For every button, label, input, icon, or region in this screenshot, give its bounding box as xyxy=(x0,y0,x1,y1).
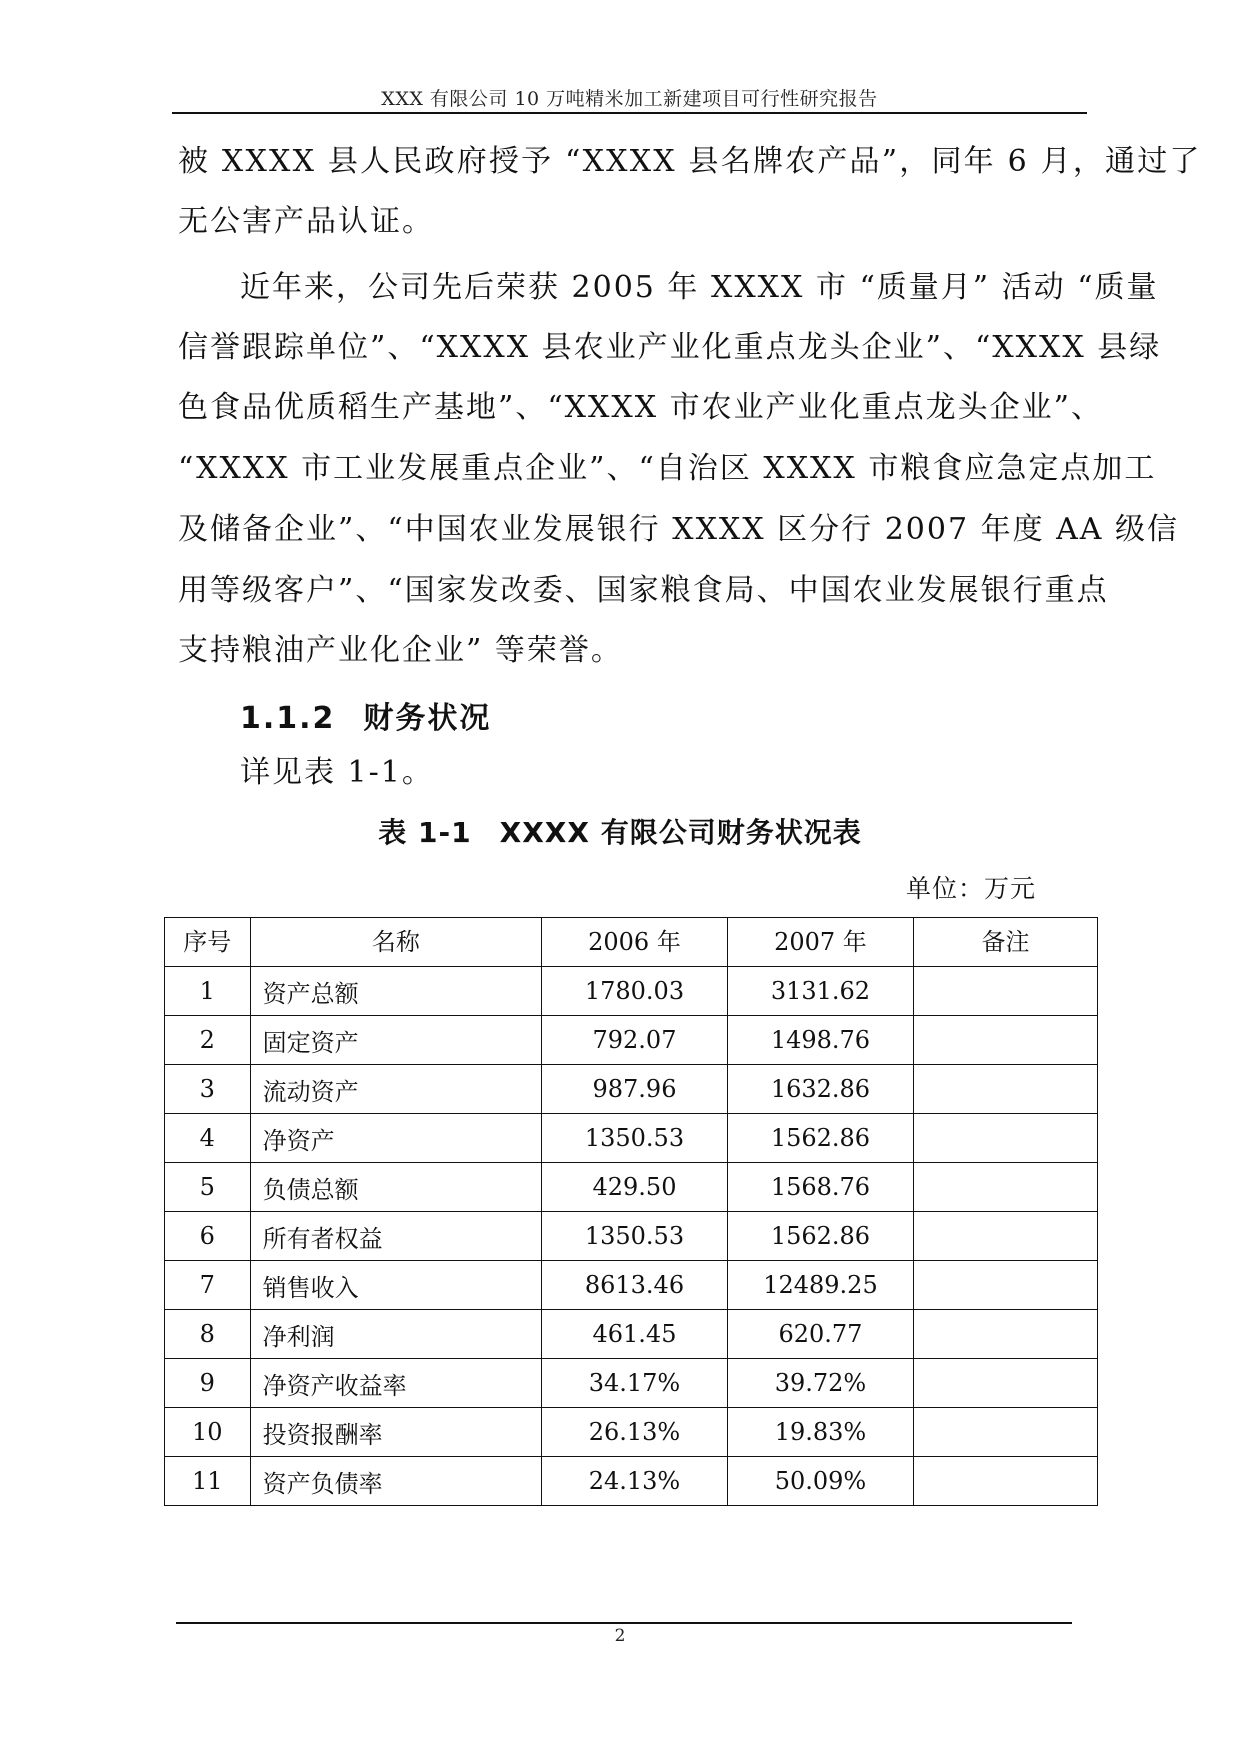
row-value-2006: 792.07 xyxy=(542,1016,728,1065)
row-value-2007: 3131.62 xyxy=(727,967,913,1016)
row-name: 所有者权益 xyxy=(250,1212,541,1261)
row-remark xyxy=(914,1016,1098,1065)
footer-divider xyxy=(176,1622,1072,1624)
row-remark xyxy=(914,967,1098,1016)
page-number: 2 xyxy=(614,1626,626,1646)
paragraph-line: “XXXX 市工业发展重点企业”、“自治区 XXXX 市粮食应急定点加工 xyxy=(178,451,1157,486)
table-row xyxy=(165,1016,1098,1065)
table-row xyxy=(165,967,1098,1016)
header-index: 序号 xyxy=(165,918,251,967)
row-index: 9 xyxy=(165,1359,251,1408)
row-value-2007: 1562.86 xyxy=(727,1114,913,1163)
table-reference: 详见表 1-1。 xyxy=(240,755,434,790)
row-name: 资产总额 xyxy=(250,967,541,1016)
running-header: XXX 有限公司 10 万吨精米加工新建项目可行性研究报告 xyxy=(381,88,878,110)
row-index: 7 xyxy=(165,1261,251,1310)
row-value-2007: 1562.86 xyxy=(727,1212,913,1261)
paragraph-line: 用等级客户”、“国家发改委、国家粮食局、中国农业发展银行重点 xyxy=(178,573,1109,608)
paragraph-line: 支持粮油产业化企业” 等荣誉。 xyxy=(178,633,623,668)
table-row xyxy=(165,1163,1098,1212)
table-row xyxy=(165,1212,1098,1261)
row-index: 4 xyxy=(165,1114,251,1163)
row-value-2007: 12489.25 xyxy=(727,1261,913,1310)
row-index: 11 xyxy=(165,1457,251,1506)
row-value-2007: 620.77 xyxy=(727,1310,913,1359)
row-name: 流动资产 xyxy=(250,1065,541,1114)
row-value-2006: 1350.53 xyxy=(542,1114,728,1163)
row-value-2007: 19.83% xyxy=(727,1408,913,1457)
table-unit: 单位：万元 xyxy=(906,874,1037,903)
row-index: 3 xyxy=(165,1065,251,1114)
row-value-2006: 429.50 xyxy=(542,1163,728,1212)
paragraph-line: 及储备企业”、“中国农业发展银行 XXXX 区分行 2007 年度 AA 级信 xyxy=(178,512,1179,547)
row-name: 投资报酬率 xyxy=(250,1408,541,1457)
row-value-2006: 1350.53 xyxy=(542,1212,728,1261)
section-heading xyxy=(240,693,491,737)
row-name: 销售收入 xyxy=(250,1261,541,1310)
row-name: 固定资产 xyxy=(250,1016,541,1065)
row-value-2007: 1498.76 xyxy=(727,1016,913,1065)
row-remark xyxy=(914,1163,1098,1212)
paragraph-line: 色食品优质稻生产基地”、“XXXX 市农业产业化重点龙头企业”、 xyxy=(178,390,1103,425)
row-remark xyxy=(914,1408,1098,1457)
table-row xyxy=(165,1408,1098,1457)
header-remark: 备注 xyxy=(914,918,1098,967)
row-index: 8 xyxy=(165,1310,251,1359)
paragraph-line: 被 XXXX 县人民政府授予 “XXXX 县名牌农产品”，同年 6 月，通过了 xyxy=(178,144,1202,179)
row-name: 净资产收益率 xyxy=(250,1359,541,1408)
section-title: 财务状况 xyxy=(363,701,492,736)
header-name: 名称 xyxy=(250,918,541,967)
row-remark xyxy=(914,1261,1098,1310)
row-remark xyxy=(914,1310,1098,1359)
row-remark xyxy=(914,1212,1098,1261)
row-index: 5 xyxy=(165,1163,251,1212)
row-value-2007: 1568.76 xyxy=(727,1163,913,1212)
header-divider xyxy=(172,112,1087,114)
row-name: 净资产 xyxy=(250,1114,541,1163)
row-value-2006: 24.13% xyxy=(542,1457,728,1506)
paragraph-line: 信誉跟踪单位”、“XXXX 县农业产业化重点龙头企业”、“XXXX 县绿 xyxy=(178,330,1162,365)
row-value-2006: 461.45 xyxy=(542,1310,728,1359)
table-caption-number: 表 1-1 xyxy=(378,816,472,849)
row-index: 6 xyxy=(165,1212,251,1261)
row-value-2006: 987.96 xyxy=(542,1065,728,1114)
table-row xyxy=(165,1065,1098,1114)
row-value-2006: 1780.03 xyxy=(542,967,728,1016)
row-name: 净利润 xyxy=(250,1310,541,1359)
row-value-2006: 34.17% xyxy=(542,1359,728,1408)
header-2007: 2007 年 xyxy=(727,918,913,967)
row-value-2006: 8613.46 xyxy=(542,1261,728,1310)
row-name: 资产负债率 xyxy=(250,1457,541,1506)
row-value-2007: 39.72% xyxy=(727,1359,913,1408)
row-name: 负债总额 xyxy=(250,1163,541,1212)
row-index: 2 xyxy=(165,1016,251,1065)
financial-table xyxy=(164,917,1098,1506)
row-value-2006: 26.13% xyxy=(542,1408,728,1457)
row-remark xyxy=(914,1359,1098,1408)
table-row xyxy=(165,1261,1098,1310)
row-remark xyxy=(914,1114,1098,1163)
row-value-2007: 1632.86 xyxy=(727,1065,913,1114)
table-header-row xyxy=(165,918,1098,967)
row-remark xyxy=(914,1457,1098,1506)
row-value-2007: 50.09% xyxy=(727,1457,913,1506)
table-caption xyxy=(150,811,1090,851)
paragraph-line: 近年来，公司先后荣获 2005 年 XXXX 市 “质量月” 活动 “质量 xyxy=(240,270,1159,305)
header-2006: 2006 年 xyxy=(542,918,728,967)
table-row xyxy=(165,1359,1098,1408)
table-caption-title: XXXX 有限公司财务状况表 xyxy=(499,816,862,849)
table-row xyxy=(165,1457,1098,1506)
section-number: 1.1.2 xyxy=(240,701,336,736)
row-index: 10 xyxy=(165,1408,251,1457)
table-row xyxy=(165,1310,1098,1359)
row-remark xyxy=(914,1065,1098,1114)
table-row xyxy=(165,1114,1098,1163)
paragraph-line: 无公害产品认证。 xyxy=(178,204,434,239)
row-index: 1 xyxy=(165,967,251,1016)
